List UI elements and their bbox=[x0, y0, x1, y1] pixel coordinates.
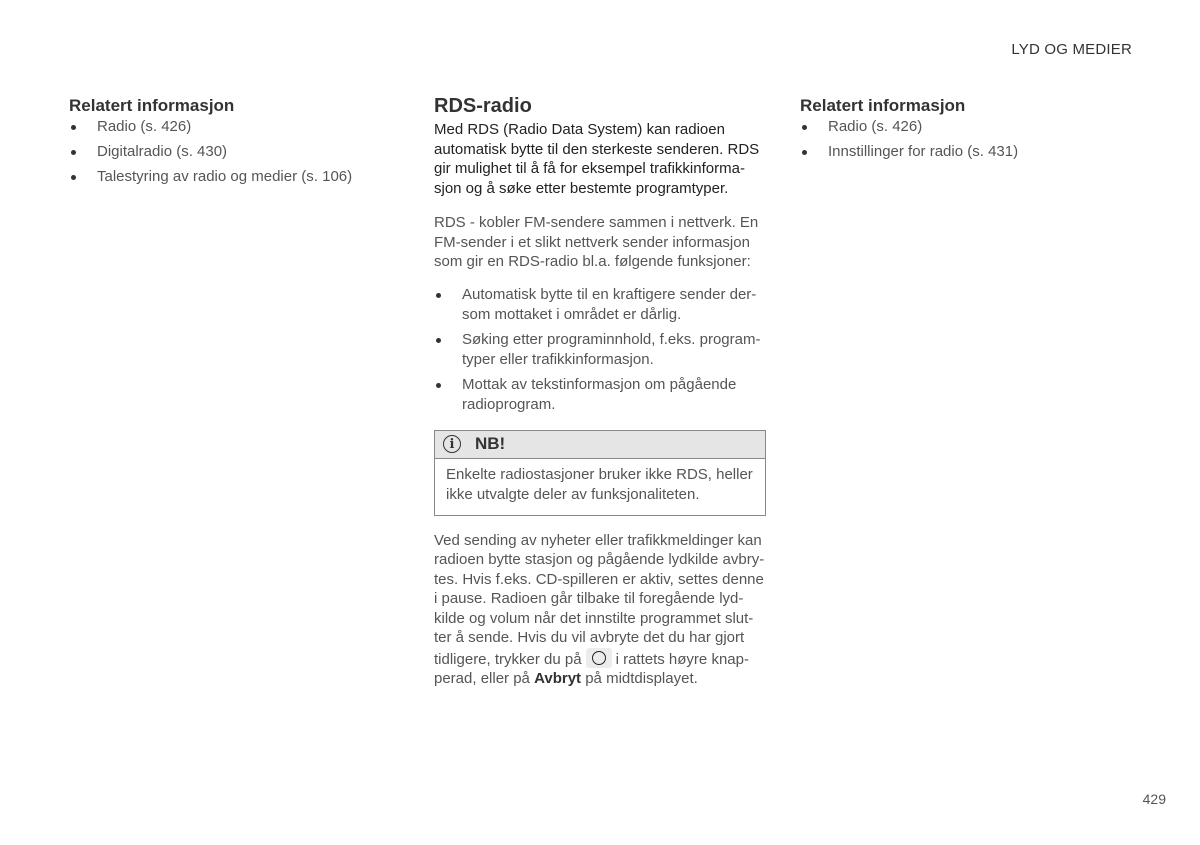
paragraph-text: Ved sending av nyheter eller trafikkmeldinger kan radioen bytte stasjon og pågående lydkilde avbry-tes. Hvis f.eks. CD-spilleren er aktiv, settes denne i pause. Radioen går tilbake til foregående lyd-kilde og volum når det innstilte programmet slut-ter å sende. Hvis du vil avbryte det du har gjort tidligere, trykker du på bbox=[434, 531, 765, 668]
body-paragraph-2 bbox=[434, 531, 766, 689]
note-text: Enkelte radiostasjoner bruker ikke RDS, heller ikke utvalgte deler av funksjonaliteten. bbox=[446, 465, 753, 503]
section-title: RDS-radio bbox=[434, 95, 532, 117]
intro-paragraph: Med RDS (Radio Data System) kan radioen automatisk bytte til den sterkeste senderen. RDS gir mulighet til å få for eksempel trafikkinforma-sjon og å søke etter bestemte programtyper. bbox=[434, 121, 760, 197]
right-related-info bbox=[800, 95, 1100, 167]
note-header bbox=[435, 431, 765, 459]
feature-item: Automatisk bytte til en kraftigere sender der-som mottaket i området er dårlig. bbox=[434, 285, 766, 325]
info-icon: i bbox=[443, 435, 461, 453]
paragraph-text: på midtdisplayet. bbox=[585, 670, 698, 687]
circle-button-icon bbox=[586, 648, 612, 668]
related-link[interactable]: Radio (s. 426) bbox=[800, 117, 1100, 137]
related-links-list bbox=[69, 117, 369, 187]
paragraph-text: i rattets høyre knap-perad, eller på bbox=[434, 650, 749, 687]
left-related-info bbox=[69, 95, 369, 192]
page-number: 429 bbox=[1142, 791, 1166, 807]
related-info-heading: Relatert informasjon bbox=[800, 96, 966, 115]
related-link[interactable]: Radio (s. 426) bbox=[69, 117, 369, 137]
note-box bbox=[434, 430, 766, 516]
related-link[interactable]: Talestyring av radio og medier (s. 106) bbox=[69, 167, 369, 187]
feature-item: Søking etter programinnhold, f.eks. program-typer eller trafikkinformasjon. bbox=[434, 330, 766, 370]
cancel-term: Avbryt bbox=[534, 670, 582, 687]
feature-item: Mottak av tekstinformasjon om pågående radioprogram. bbox=[434, 375, 766, 415]
rds-radio-section bbox=[434, 95, 766, 689]
section-header: LYD OG MEDIER bbox=[1011, 41, 1132, 58]
related-links-list bbox=[800, 117, 1100, 162]
related-info-heading: Relatert informasjon bbox=[69, 96, 235, 115]
note-title: NB! bbox=[475, 434, 506, 453]
feature-list bbox=[434, 285, 766, 415]
body-paragraph: RDS - kobler FM-sendere sammen i nettverk. En FM-sender i et slikt nettverk sender informasjon som gir en RDS-radio bl.a. følgende funksjoner: bbox=[434, 214, 759, 270]
related-link[interactable]: Innstillinger for radio (s. 431) bbox=[800, 142, 1100, 162]
related-link[interactable]: Digitalradio (s. 430) bbox=[69, 142, 369, 162]
